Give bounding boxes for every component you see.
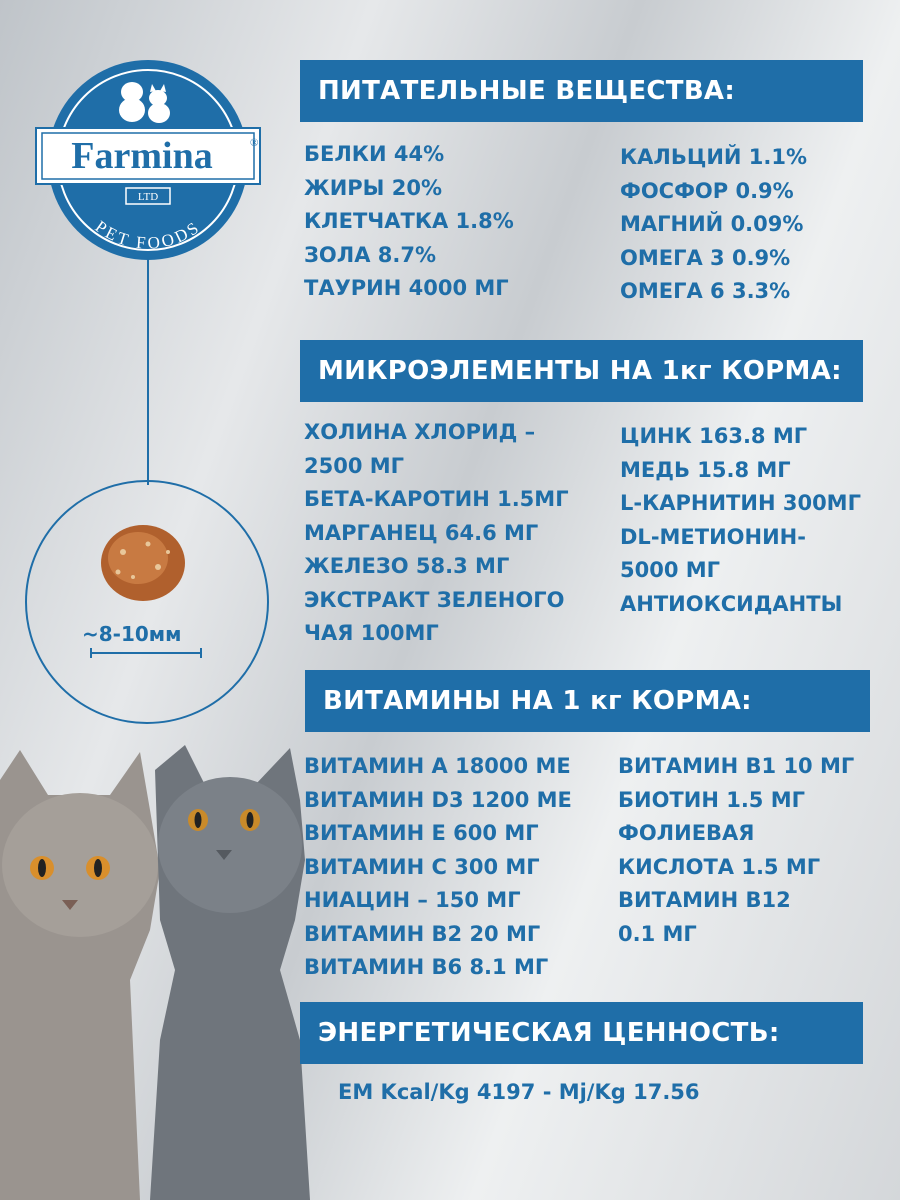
list-item: ФОСФОР 0.9% bbox=[620, 178, 794, 203]
list-item: МАРГАНЕЦ 64.6 МГ bbox=[304, 520, 539, 545]
nutrients-title: ПИТАТЕЛЬНЫЕ ВЕЩЕСТВА: bbox=[318, 76, 736, 106]
list-item: ЖИРЫ 20% bbox=[304, 175, 443, 200]
list-item: МАГНИЙ 0.09% bbox=[620, 212, 804, 236]
list-item: ВИТАМИН А 18000 МЕ bbox=[304, 754, 571, 778]
list-item: АНТИОКСИДАНТЫ bbox=[620, 591, 843, 616]
list-item: DL-МЕТИОНИН- bbox=[620, 524, 806, 549]
list-item: ОМЕГА 3 0.9% bbox=[620, 245, 791, 270]
list-item: ТАУРИН 4000 МГ bbox=[304, 276, 509, 300]
vitamins-right-list bbox=[618, 750, 854, 951]
list-item: ВИТАМИН В2 20 МГ bbox=[304, 921, 541, 946]
list-item: ВИТАМИН В6 8.1 МГ bbox=[304, 955, 549, 979]
vitamins-left-list bbox=[304, 750, 572, 985]
list-item: КАЛЬЦИЙ 1.1% bbox=[620, 145, 808, 169]
list-item: ЗОЛА 8.7% bbox=[304, 242, 437, 267]
list-item: БЕЛКИ 44% bbox=[304, 142, 445, 166]
list-item: ВИТАМИН В1 10 МГ bbox=[618, 754, 855, 778]
micro-header bbox=[300, 340, 863, 402]
kibble-size-label: ~8-10мм bbox=[82, 622, 182, 646]
energy-header bbox=[300, 1002, 863, 1064]
nutrients-header bbox=[300, 60, 863, 122]
vitamins-header bbox=[305, 670, 870, 732]
list-item: ОМЕГА 6 3.3% bbox=[620, 279, 791, 303]
logo-brand: Farmina bbox=[71, 135, 213, 177]
list-item: 2500 МГ bbox=[304, 453, 405, 478]
list-item: ХОЛИНА ХЛОРИД – bbox=[304, 420, 536, 444]
energy-title: ЭНЕРГЕТИЧЕСКАЯ ЦЕННОСТЬ: bbox=[318, 1018, 780, 1048]
list-item: БИОТИН 1.5 МГ bbox=[618, 787, 806, 812]
list-item: 5000 МГ bbox=[620, 558, 721, 582]
list-item: ЧАЯ 100МГ bbox=[304, 621, 439, 645]
list-item: НИАЦИН – 150 МГ bbox=[304, 888, 521, 912]
size-scale-bar bbox=[90, 652, 202, 654]
list-item: ВИТАМИН В12 bbox=[618, 888, 791, 912]
list-item: КЛЕТЧАТКА 1.8% bbox=[304, 209, 514, 233]
connector-line bbox=[147, 255, 149, 485]
list-item: L-КАРНИТИН 300МГ bbox=[620, 491, 861, 515]
vitamins-title: ВИТАМИНЫ НА 1 кг КОРМА: bbox=[323, 686, 752, 716]
micro-right-list bbox=[620, 420, 861, 621]
list-item: МЕДЬ 15.8 МГ bbox=[620, 457, 791, 482]
micro-left-list bbox=[304, 416, 569, 651]
list-item: ФОЛИЕВАЯ bbox=[618, 821, 755, 845]
list-item: ЦИНК 163.8 МГ bbox=[620, 424, 808, 448]
dark-cat-figure bbox=[150, 745, 310, 1200]
energy-value: EM Kcal/Kg 4197 - Mj/Kg 17.56 bbox=[338, 1080, 700, 1104]
list-item: КИСЛОТА 1.5 МГ bbox=[618, 854, 821, 879]
kibble-image bbox=[98, 522, 188, 604]
list-item: ЖЕЛЕЗО 58.3 МГ bbox=[304, 554, 510, 578]
list-item: ВИТАМИН С 300 МГ bbox=[304, 854, 540, 879]
list-item: 0.1 МГ bbox=[618, 921, 697, 946]
farmina-logo bbox=[32, 58, 264, 260]
cats-image bbox=[0, 740, 310, 1200]
list-item: ЭКСТРАКТ ЗЕЛЕНОГО bbox=[304, 587, 565, 612]
logo-tagline: PET FOODS bbox=[91, 216, 205, 253]
logo-ltd: LTD bbox=[137, 191, 159, 203]
list-item: ВИТАМИН D3 1200 МЕ bbox=[304, 787, 572, 812]
list-item: БЕТА-КАРОТИН 1.5МГ bbox=[304, 487, 569, 511]
list-item: ВИТАМИН Е 600 МГ bbox=[304, 821, 539, 845]
light-cat-figure bbox=[0, 750, 160, 1200]
nutrients-right-list bbox=[620, 141, 807, 309]
logo-registered: ® bbox=[250, 137, 259, 149]
micro-title: МИКРОЭЛЕМЕНТЫ НА 1кг КОРМА: bbox=[318, 356, 842, 386]
nutrients-left-list bbox=[304, 138, 514, 306]
